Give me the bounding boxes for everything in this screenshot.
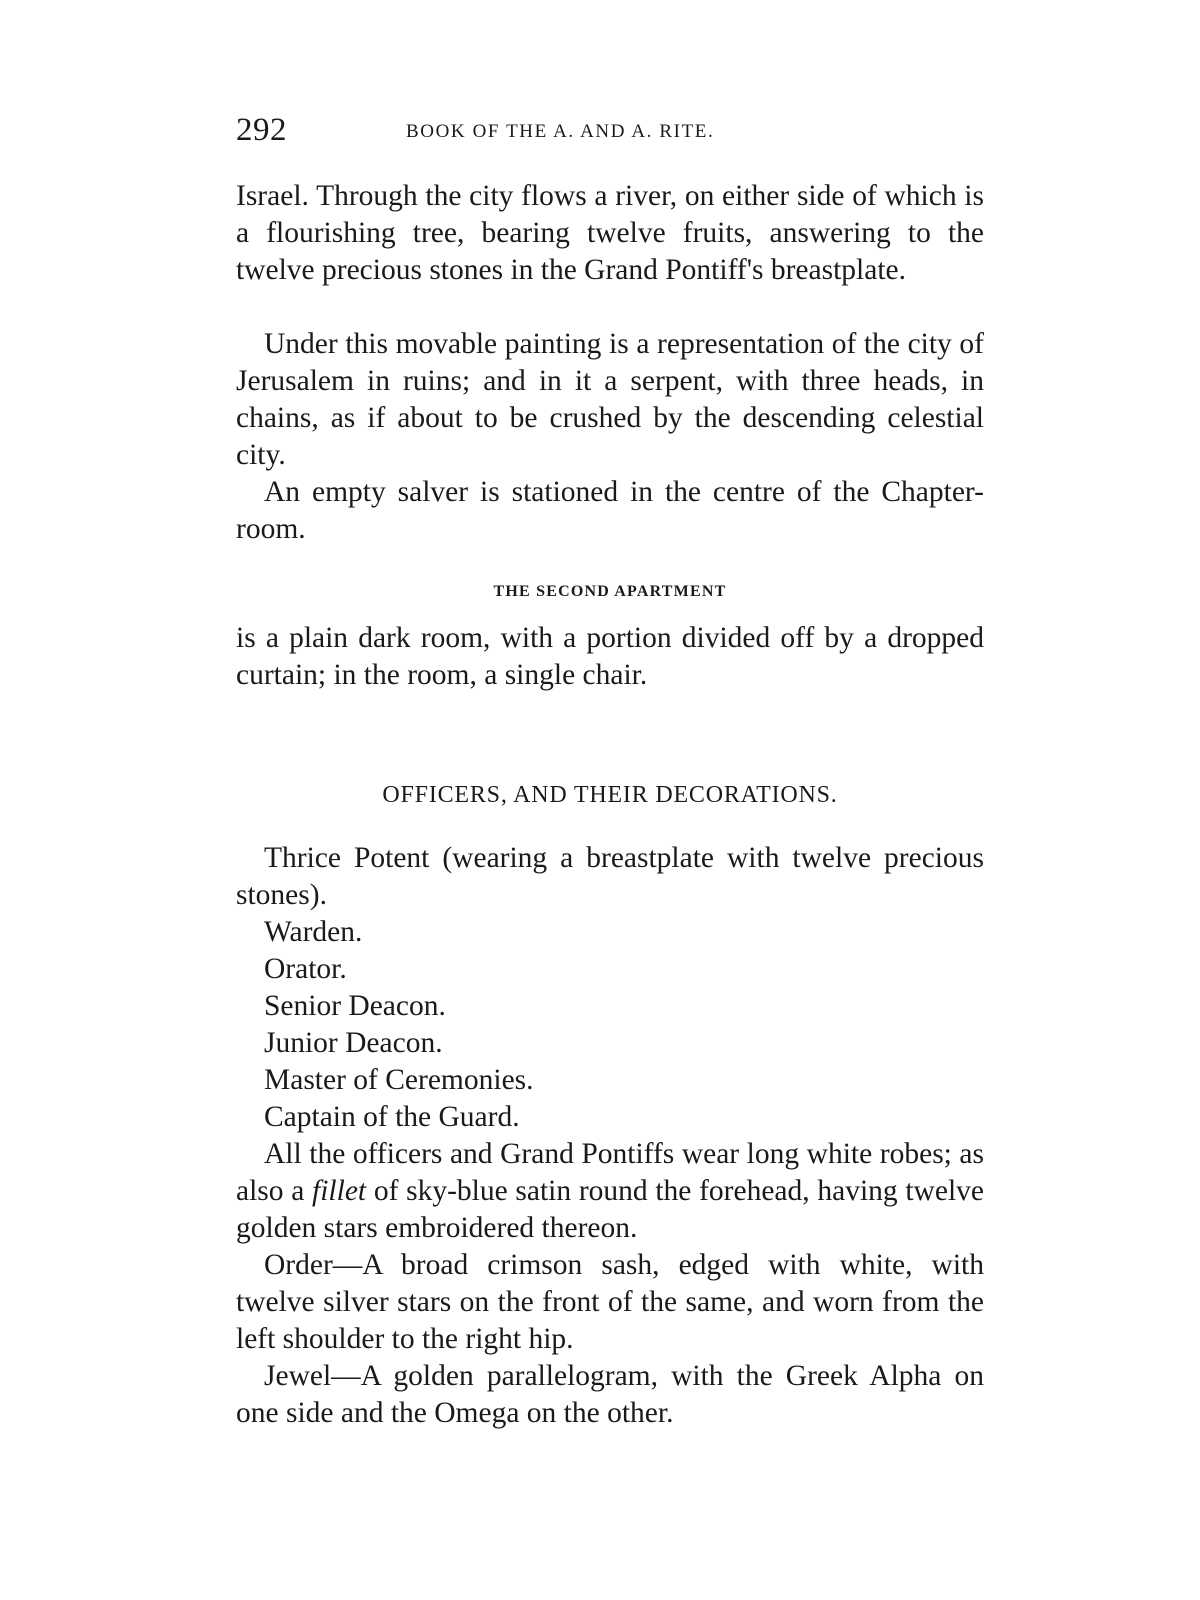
paragraph-empty-salver: An empty salver is stationed in the centre of the Chapter-room.: [236, 476, 984, 545]
page-header: [236, 112, 996, 162]
officers-section-title: OFFICERS, AND THEIR DECORATIONS.: [382, 782, 838, 808]
officer-senior-deacon: Senior Deacon.: [264, 990, 446, 1022]
paragraph-order: Order—A broad crimson sash, edged with white, with twelve silver stars on the front of the same, and worn from the left shoulder to the right hip.: [236, 1249, 984, 1355]
running-head: BOOK OF THE A. AND A. RITE.: [406, 121, 715, 142]
second-apartment-heading: THE SECOND APARTMENT: [493, 583, 727, 600]
robes-text-after: of sky-blue satin round the forehead, having twelve golden stars embroidered thereon.: [236, 1175, 984, 1244]
second-apartment-text: is a plain dark room, with a portion divided off by a dropped curtain; in the room, a single chair.: [236, 622, 984, 691]
thrice-potent-entry: Thrice Potent (wearing a breastplate with twelve precious stones).: [236, 842, 984, 911]
officer-captain-of-guard: Captain of the Guard.: [264, 1101, 520, 1133]
paragraph-robes: [236, 1136, 984, 1247]
officer-orator: Orator.: [264, 953, 347, 985]
paragraph-jewel: Jewel—A golden parallelogram, with the Greek Alpha on one side and the Omega on the other.: [236, 1360, 984, 1429]
robes-text-before: All the officers and Grand Pontiffs wear long white robes; as also a: [236, 1138, 984, 1207]
officer-warden: Warden.: [264, 916, 363, 948]
robes-text-italic: fillet: [312, 1175, 367, 1207]
officer-junior-deacon: Junior Deacon.: [264, 1027, 443, 1059]
paragraph-movable-painting: Under this movable painting is a representation of the city of Jerusalem in ruins; and in it a serpent, with three heads, in chains, as if about to be crushed by the descending celestial city.: [236, 328, 984, 471]
officer-master-of-ceremonies: Master of Ceremonies.: [264, 1064, 534, 1096]
paragraph-israel: Israel. Through the city flows a river, on either side of which is a flourishing tree, bearing twelve fruits, answering to the twelve precious stones in the Grand Pontiff's breastplate.: [236, 180, 984, 286]
page-number: 292: [236, 112, 287, 148]
